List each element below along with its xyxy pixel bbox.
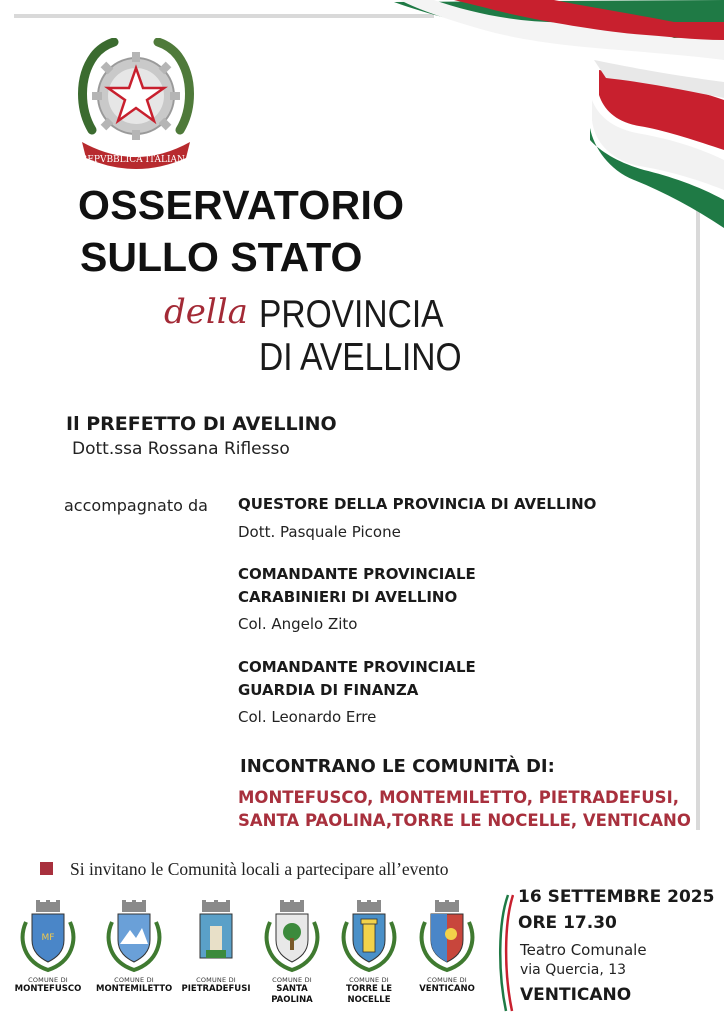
crest-prefix: COMUNE DI (28, 976, 68, 984)
frame-right-line (696, 200, 700, 830)
crest-name: MONTEMILETTO (96, 984, 173, 994)
communities-line-2: SANTA PAOLINA,TORRE LE NOCELLE, VENTICANO (238, 811, 691, 830)
tricolor-swoosh-icon (496, 893, 514, 1013)
frame-top-line (14, 14, 434, 18)
prefetto-name: Dott.ssa Rossana Riflesso (72, 439, 290, 459)
crest-name-line-2: PAOLINA (271, 995, 313, 1005)
santa-paolina-crest-icon (262, 900, 322, 974)
official-1-role: QUESTORE DELLA PROVINCIA DI AVELLINO (238, 495, 597, 513)
event-venue: Teatro Comunale (520, 941, 647, 959)
official-2-name: Col. Angelo Zito (238, 615, 358, 633)
event-date: 16 SETTEMBRE 2025 (518, 887, 715, 907)
crest-venticano (409, 900, 485, 995)
crest-prefix: COMUNE DI (272, 976, 312, 984)
torre-le-nocelle-crest-icon (339, 900, 399, 974)
crest-name-line-1: SANTA (276, 984, 308, 994)
event-town: VENTICANO (520, 985, 632, 1005)
official-3-role-line-1: COMANDANTE PROVINCIALE (238, 658, 476, 676)
crest-prefix: COMUNE DI (427, 976, 467, 984)
montefusco-crest-icon (18, 900, 78, 974)
official-2-role-line-2: CARABINIERI DI AVELLINO (238, 588, 458, 606)
accompagnato-label: accompagnato da (64, 496, 208, 515)
venticano-crest-icon (417, 900, 477, 974)
crest-prefix: COMUNE DI (349, 976, 389, 984)
communities-heading: INCONTRANO LE COMUNITÀ DI: (240, 756, 555, 777)
italian-flag-ribbon (394, 0, 724, 235)
italian-republic-emblem (74, 38, 198, 176)
title-line-2: SULLO STATO (80, 234, 363, 280)
title-line-3: PROVINCIA (259, 293, 444, 336)
title-line-4: DI AVELLINO (259, 336, 462, 379)
crest-montemiletto (96, 900, 172, 995)
svg-text:REPVBBLICA ITALIANA: REPVBBLICA ITALIANA (80, 155, 192, 165)
invite-text: Si invitano le Comunità locali a partecipare all’evento (70, 859, 449, 879)
prefetto-title: Il PREFETTO DI AVELLINO (66, 413, 337, 435)
montemiletto-crest-icon (104, 900, 164, 974)
crest-pietradefusi (178, 900, 254, 995)
official-3-role-line-2: GUARDIA DI FINANZA (238, 681, 419, 699)
event-time: ORE 17.30 (518, 913, 617, 933)
crest-torre-le-nocelle (331, 900, 407, 1006)
crest-santa-paolina (254, 900, 330, 1006)
crest-name: MONTEFUSCO (14, 984, 82, 994)
crest-prefix: COMUNE DI (114, 976, 154, 984)
crest-name: PIETRADEFUSI (181, 984, 251, 994)
svg-text:MF: MF (41, 933, 55, 943)
official-1-name: Dott. Pasquale Picone (238, 523, 401, 541)
crest-prefix: COMUNE DI (196, 976, 236, 984)
event-address: via Quercia, 13 (520, 962, 627, 978)
title-della: della (164, 292, 248, 332)
official-2-role-line-1: COMANDANTE PROVINCIALE (238, 565, 476, 583)
crest-name-line-1: TORRE LE (345, 984, 393, 994)
bullet-square-icon (40, 862, 53, 875)
communities-line-1: MONTEFUSCO, MONTEMILETTO, PIETRADEFUSI, (238, 788, 679, 807)
pietradefusi-crest-icon (186, 900, 246, 974)
title-line-1: OSSERVATORIO (78, 182, 405, 228)
crest-name-line-2: NOCELLE (347, 995, 391, 1005)
crest-montefusco (10, 900, 86, 995)
official-3-name: Col. Leonardo Erre (238, 708, 377, 726)
communities-list (238, 786, 691, 832)
crest-name: VENTICANO (419, 984, 475, 994)
